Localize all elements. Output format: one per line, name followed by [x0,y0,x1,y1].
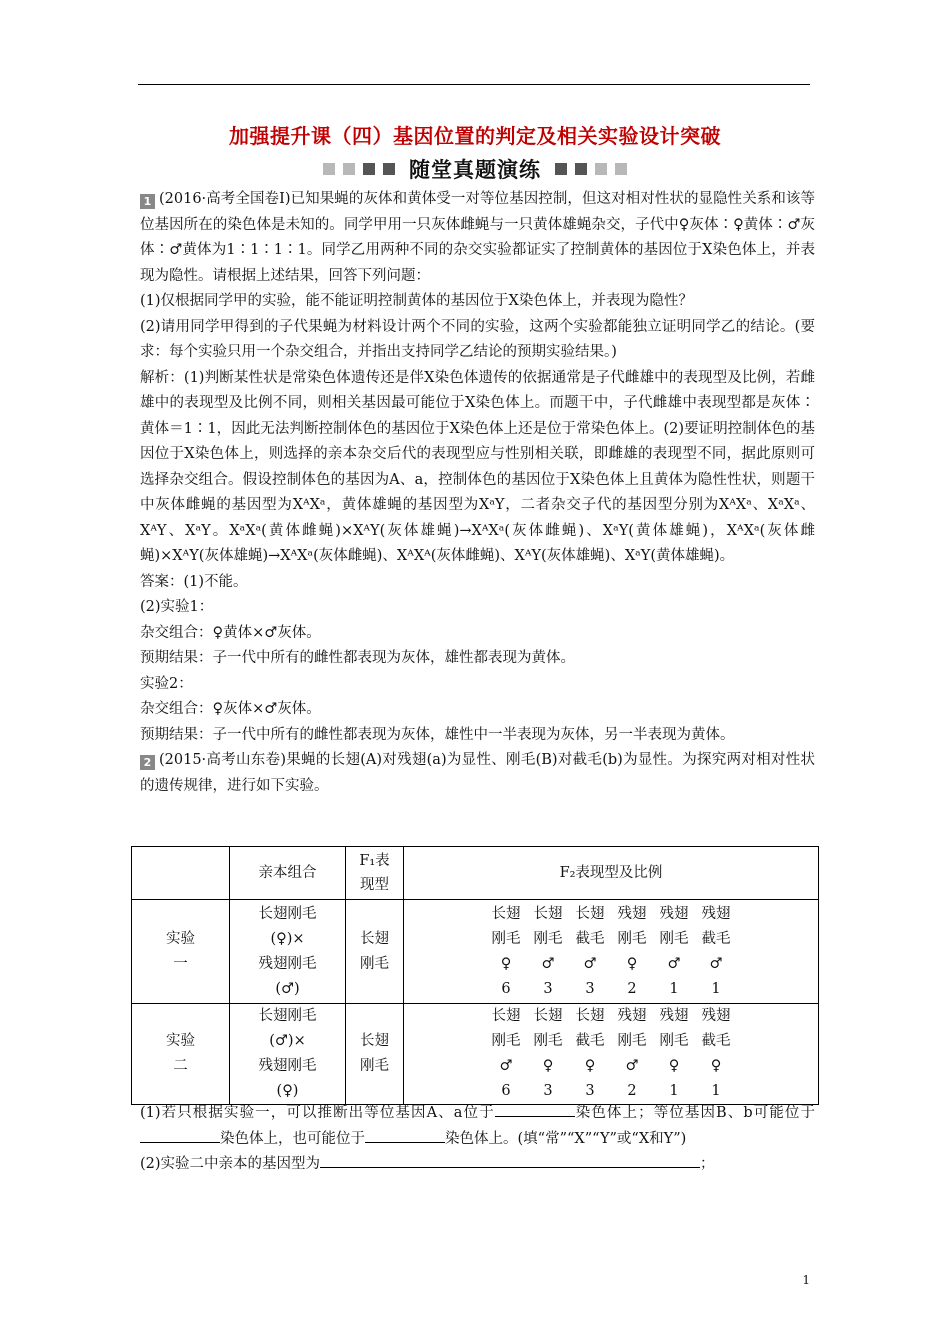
f2-value: 3 [585,1083,595,1099]
table-header-cell [132,847,230,900]
f2-value: 残翅 [701,905,731,922]
f2-value: ♀ [710,1058,722,1074]
f2-value: 刚毛 [491,930,521,947]
f2-value: 1 [711,1083,721,1099]
cell-line: 残翅刚毛 [258,955,317,972]
question-1-text: (2016·高考全国卷Ⅰ)已知果蝇的灰体和黄体受一对等位基因控制，但这对相对性状的显隐性关系和该等位基因所在的染色体是未知的。同学甲用一只灰体雌蝇与一只黄体雄蝇杂交，子代中♀灰体∶♀黄体∶♂灰体∶♂黄体为1∶1∶1∶1。同学乙用两种不同的杂交实验都证实了控制黄体的基因位于X染色体上，并表现为隐性。请根据上述结果，回答下列问题： [140,191,815,284]
question-1-sub2: (2)请用同学甲得到的子代果蝇为材料设计两个不同的实验，这两个实验都能独立证明同学乙的结论。(要求：每个实验只用一个杂交组合，并指出支持同学乙结论的预期实验结果。) [140,318,815,360]
f2-value: 刚毛 [659,930,689,947]
question-2-sub1 [140,1101,815,1152]
f2-value: 刚毛 [533,930,563,947]
question-2-text: (2015·高考山东卷)果蝇的长翅(A)对残翅(a)为显性、刚毛(B)对截毛(b)为显性。为探究两对相对性状的遗传规律，进行如下实验。 [140,752,815,794]
banner-square [555,163,567,175]
table-row [132,900,819,1004]
answer-line: 预期结果：子一代中所有的雌性都表现为灰体，雄性都表现为黄体。 [140,650,575,666]
f2-value: 刚毛 [491,1033,521,1049]
f2-value: 刚毛 [659,1033,689,1049]
cell-line: 二 [173,1058,188,1074]
banner-square [595,163,607,175]
f2-value: 长翅 [533,1008,563,1024]
f2-value: 残翅 [617,1008,647,1024]
f2-value: 残翅 [701,1008,731,1024]
f2-value: 残翅 [659,1008,689,1024]
cell-line: 刚毛 [360,1058,389,1074]
f2-value: 刚毛 [533,1033,563,1049]
f2-value: 残翅 [659,905,689,922]
f2-value: ♀ [626,955,638,972]
cell-line: 刚毛 [360,955,389,972]
banner-square [383,163,395,175]
cell-line: 长翅 [360,930,389,947]
cell-line: 长翅刚毛 [258,905,317,922]
f2-value: 1 [669,1083,679,1099]
f2-value: ♂ [499,1058,513,1074]
f2-value: 3 [585,980,595,997]
cell-line: 实验 [166,930,195,947]
question-2-sub2 [140,1152,815,1178]
f2-value: 长翅 [491,1008,521,1024]
f2-value: ♀ [668,1058,680,1074]
question-1-intro [140,187,815,289]
sub1-text: 染色体上；等位基因B、b可能位于 [574,1105,816,1121]
f2-value: 1 [669,980,679,997]
sub1-text: 染色体上。(填“常”“X”“Y”或“X和Y”) [445,1130,687,1147]
section-banner [0,156,950,182]
f2-value: 截毛 [575,1033,605,1049]
banner-square [323,163,335,175]
question-2-subquestions [140,1101,815,1178]
banner-square [575,163,587,175]
table-header-cell: F₂表现型及比例 [404,847,819,900]
f1-cell [346,900,404,1004]
f2-value: ♂ [709,955,723,972]
page-number: 1 [802,1273,810,1287]
cell-line: (♂) [275,980,300,997]
table-header-cell [346,847,404,900]
f2-value: 刚毛 [617,1033,647,1049]
experiment-label-cell [132,900,230,1004]
question-1 [140,187,815,799]
f2-value: 残翅 [617,905,647,922]
sub1-text: (1)若只根据实验一，可以推断出等位基因A、a位于 [140,1105,495,1121]
page-title: 加强提升课（四）基因位置的判定及相关实验设计突破 [229,124,721,148]
cell-line: (♀) [276,1083,299,1099]
experiment-label-cell [132,1004,230,1105]
question-number-badge: 2 [140,755,155,770]
f2-value: ♂ [625,1058,639,1074]
answer-blank[interactable] [365,1142,445,1143]
answer-line: (2)实验1： [140,599,214,615]
question-number-badge: 1 [140,194,155,209]
banner-square [615,163,627,175]
question-1-sub1: (1)仅根据同学甲的实验，能不能证明控制黄体的基因位于X染色体上，并表现为隐性？ [140,293,693,309]
f2-value: 刚毛 [617,930,647,947]
answer-line: 杂交组合：♀黄体×♂灰体。 [140,624,321,641]
sub2-text: (2)实验二中亲本的基因型为 [140,1156,321,1172]
parents-cell [230,1004,346,1105]
f2-value: 6 [501,980,511,997]
f2-value: 2 [627,1083,637,1099]
f2-value: ♂ [583,955,597,972]
header-rule [138,84,810,85]
question-2-intro [140,748,815,799]
f2-value: 截毛 [701,930,731,947]
f2-value: ♀ [500,955,512,972]
f2-cell [404,900,819,1004]
cell-line: 实验 [166,1033,195,1049]
f2-value: 长翅 [491,905,521,922]
sub2-text: ； [700,1156,715,1172]
experiment-table [131,846,819,1105]
table-header-cell: 亲本组合 [230,847,346,900]
answer-line: 答案：(1)不能。 [140,573,248,590]
banner-square [343,163,355,175]
f2-value: ♂ [667,955,681,972]
question-1-analysis: 解析：(1)判断某性状是常染色体遗传还是伴X染色体遗传的依据通常是子代雌雄中的表现型及比例，若雌雄中的表现型及比例不同，则相关基因最可能位于X染色体上。而题干中，子代雌雄中表现型都是灰体∶黄体＝1∶1，因此无法判断控制体色的基因位于X染色体上还是位于常染色体上。(2)要证明控制体色的基因位于X染色体上，则选择的亲本杂交后代的表现型应与性别相关联，即雌雄的表现型不同，据此原则可选择杂交组合。假设控制体色的基因为A、a，控制体色的基因位于X染色体上且黄体为隐性性状，则题干中灰体雌蝇的基因型为XᴬXᵃ，黄体雄蝇的基因型为XᵃY，二者杂交子代的基因型分别为XᴬXᵃ、XᵃXᵃ、XᴬY、XᵃY。XᵃXᵃ(黄体雌蝇)×XᴬY(灰体雄蝇)→XᴬXᵃ(灰体雌蝇)、XᵃY(黄体雄蝇)，XᴬXᵃ(灰体雌蝇)×XᴬY(灰体雄蝇)→XᴬXᵃ(灰体雌蝇)、XᴬXᴬ(灰体雌蝇)、XᴬY(灰体雄蝇)、XᵃY(黄体雄蝇)。 [140,369,815,564]
cell-line: (♀)× [270,930,305,947]
f1-header-text: F₁表现型 [359,853,390,893]
answer-line: 杂交组合：♀灰体×♂灰体。 [140,701,321,717]
f2-value: 截毛 [575,930,605,947]
answer-blank[interactable] [320,1167,700,1168]
answer-line: 实验2： [140,675,193,692]
f2-value: 3 [543,1083,553,1099]
parents-cell [230,900,346,1004]
cell-line: 残翅刚毛 [258,1058,317,1074]
f2-value: ♀ [584,1058,596,1074]
cell-line: (♂)× [269,1033,306,1049]
f2-value: 截毛 [701,1033,731,1049]
sub1-text: 染色体上，也可能位于 [220,1130,365,1147]
f2-grid [404,1004,818,1104]
banner-square [363,163,375,175]
f2-value: 长翅 [575,1008,605,1024]
f2-value: 1 [711,980,721,997]
answer-blank[interactable] [495,1116,575,1117]
f2-value: 长翅 [533,905,563,922]
f2-cell [404,1004,819,1105]
answer-blank[interactable] [140,1142,220,1143]
f2-value: 长翅 [575,905,605,922]
f2-value: 2 [627,980,637,997]
f2-value: 6 [501,1083,511,1099]
f2-grid [404,902,818,1002]
cell-line: 长翅 [360,1033,389,1049]
answer-line: 预期结果：子一代中所有的雌性都表现为灰体，雄性中一半表现为灰体，另一半表现为黄体。 [140,726,735,743]
banner-text: 随堂真题演练 [409,158,541,182]
f2-value: ♂ [541,955,555,972]
table-row [132,1004,819,1105]
f2-value: ♀ [542,1058,554,1074]
f1-cell [346,1004,404,1105]
f2-value: 3 [543,980,553,997]
table-header-row [132,847,819,900]
cell-line: 一 [173,955,188,972]
cell-line: 长翅刚毛 [258,1008,317,1024]
